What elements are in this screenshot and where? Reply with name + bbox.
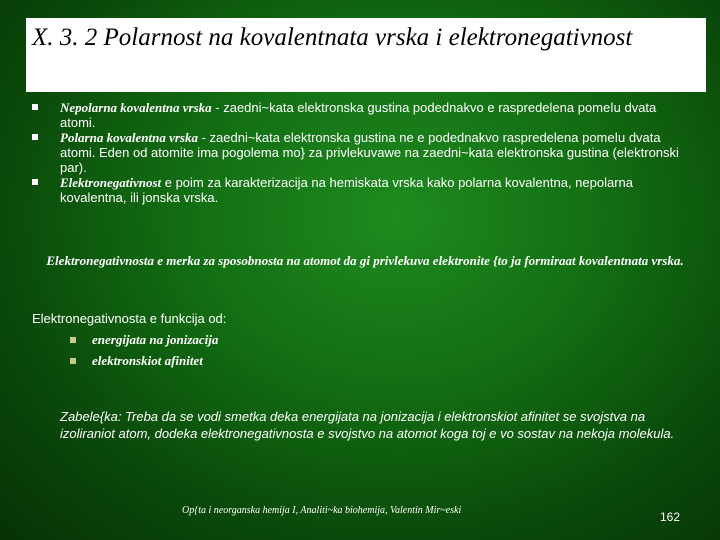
bullet-term: Polarna kovalentna vrska: [60, 130, 198, 145]
footer-credit: Op{ta i neorganska hemija I, Analiti~ka biohemija, Valentin Mir~eski: [182, 505, 462, 516]
square-bullet-icon: [32, 134, 38, 140]
function-item-label: elektronskiot afinitet: [92, 353, 203, 368]
definition-text: Elektronegativnosta e merka za sposobnosta na atomot da gi privlekuva elektronite {to ja formiraat kovalentnata vrska.: [46, 253, 684, 268]
function-intro: Elektronegativnosta e funkcija od:: [32, 311, 227, 326]
list-item: [30, 130, 690, 175]
function-block: [32, 308, 532, 371]
list-item: [30, 175, 690, 205]
function-item-label: energijata na jonizacija: [92, 332, 219, 347]
slide-title: X. 3. 2 Polarnost na kovalentnata vrska i elektronegativnost: [26, 18, 706, 92]
square-bullet-icon: [70, 337, 76, 343]
square-bullet-icon: [32, 179, 38, 185]
square-bullet-icon: [70, 358, 76, 364]
bullet-text: - zaedni~kata elektronska gustina podednakvo e raspredelena pomeǀu dvata atomi.: [60, 100, 657, 130]
bullet-text: - zaedni~kata elektronska gustina ne e podednakvo raspredelena pomeǀu dvata atomi. Eden od atomite ima pogolema mo} za privlekuvawe na zaedni~kata elektronska gustina (elektronski par).: [60, 130, 679, 175]
list-item: [30, 100, 690, 130]
bullet-term: Nepolarna kovalentna vrska: [60, 100, 212, 115]
bullet-text: e poim za karakterizacija na hemiskata vrska kako polarna kovalentna, nepolarna kovalentna, ili jonska vrska.: [60, 175, 633, 205]
bullet-term: Elektronegativnost: [60, 175, 162, 190]
list-item: [32, 329, 532, 350]
page-number: 162: [660, 510, 681, 524]
list-item: [32, 350, 532, 371]
note-text: Zabele{ka: Treba da se vodi smetka deka energijata na jonizacija i elektronskiot afinitet se svojstva na izoliraniot atom, dodeka elektronegativnosta e svojstvo na atomot koga toj e vo sostav na nekoja molekula.: [60, 409, 675, 441]
bullet-list: [30, 100, 690, 205]
square-bullet-icon: [32, 104, 38, 110]
